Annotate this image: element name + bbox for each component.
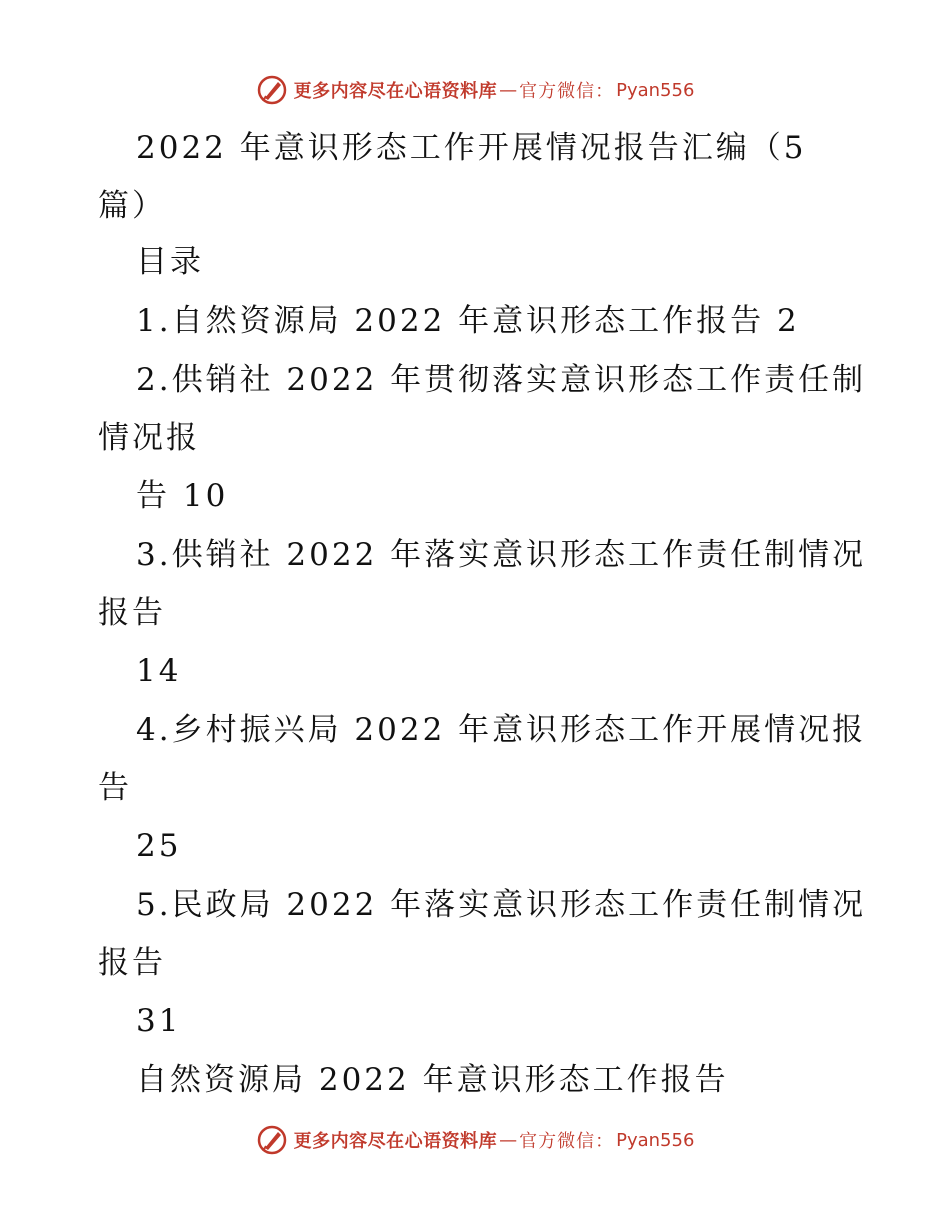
toc-item-4-line-1: 4.乡村振兴局 2022 年意识形态工作开展情况报 xyxy=(136,712,867,748)
footer-watermark xyxy=(0,1120,950,1160)
watermark-text: 更多内容尽在心语资料库 xyxy=(293,1131,498,1152)
toc-item-5-page: 31 xyxy=(136,1003,182,1039)
toc-item-3-line-2: 报告 xyxy=(98,595,166,631)
watermark-wechat-label: 官方微信： xyxy=(519,1131,615,1152)
document-title-line-1: 2022 年意识形态工作开展情况报告汇编（5 xyxy=(136,130,807,166)
toc-item-2-line-2: 情况报 xyxy=(98,420,200,456)
watermark-text: 更多内容尽在心语资料库 xyxy=(293,81,498,102)
toc-item-4-page: 25 xyxy=(136,828,182,864)
document-title-line-2: 篇） xyxy=(98,188,166,224)
toc-heading: 目录 xyxy=(136,244,204,280)
toc-item-2-line-3: 告 10 xyxy=(136,478,229,514)
toc-item-1: 1.自然资源局 2022 年意识形态工作报告 2 xyxy=(136,303,800,339)
watermark-separator: — xyxy=(499,1129,518,1151)
toc-item-5-line-1: 5.民政局 2022 年落实意识形态工作责任制情况 xyxy=(136,887,867,923)
section-heading: 自然资源局 2022 年意识形态工作报告 xyxy=(136,1062,729,1098)
toc-item-4-line-2: 告 xyxy=(98,770,132,806)
toc-item-3-line-1: 3.供销社 2022 年落实意识形态工作责任制情况 xyxy=(136,537,867,573)
quill-pen-logo-icon xyxy=(256,1124,288,1156)
watermark-separator: — xyxy=(499,79,518,101)
quill-pen-logo-icon xyxy=(256,74,288,106)
watermark-wechat-id: Pyan556 xyxy=(616,1129,695,1151)
header-watermark xyxy=(0,70,950,110)
watermark-wechat-id: Pyan556 xyxy=(616,79,695,101)
toc-item-3-page: 14 xyxy=(136,653,182,689)
toc-item-5-line-2: 报告 xyxy=(98,945,166,981)
toc-item-2-line-1: 2.供销社 2022 年贯彻落实意识形态工作责任制 xyxy=(136,362,867,398)
watermark-wechat-label: 官方微信： xyxy=(519,81,615,102)
